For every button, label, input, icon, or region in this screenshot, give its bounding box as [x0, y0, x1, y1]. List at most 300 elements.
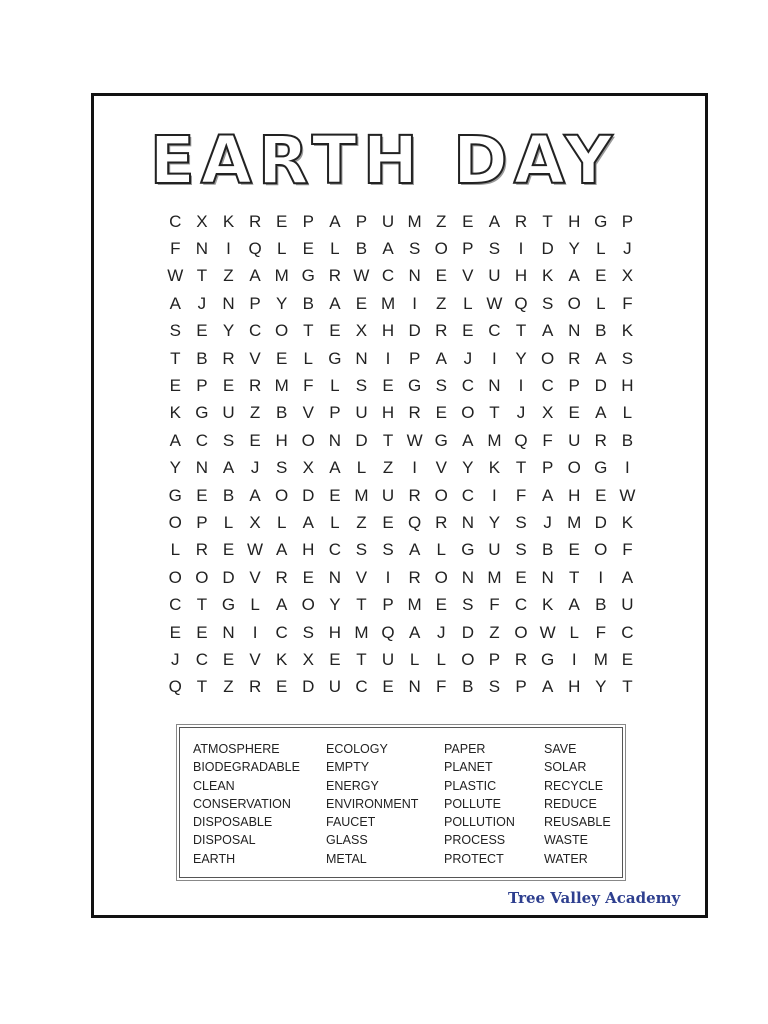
- grid-letter: N: [408, 266, 421, 286]
- grid-letter: U: [222, 403, 235, 423]
- grid-letter: P: [515, 677, 527, 697]
- grid-letter: N: [328, 567, 341, 587]
- grid-letter: W: [539, 622, 556, 642]
- word-item: PROCESS: [444, 833, 506, 848]
- grid-letter: B: [276, 403, 288, 423]
- grid-letter: A: [169, 430, 181, 450]
- grid-letter: T: [196, 266, 208, 286]
- grid-row: [162, 509, 642, 536]
- grid-letter: V: [249, 649, 261, 669]
- grid-letter: A: [249, 485, 261, 505]
- grid-letter: X: [302, 649, 314, 669]
- grid-letter: S: [462, 595, 474, 615]
- grid-letter: V: [302, 403, 314, 423]
- grid-letter: T: [489, 403, 500, 423]
- grid-letter: N: [195, 239, 209, 259]
- grid-letter: U: [488, 266, 501, 286]
- grid-letter: P: [302, 211, 314, 231]
- grid-letter: F: [436, 677, 447, 697]
- word-column: [444, 740, 515, 868]
- grid-letter: M: [593, 649, 608, 669]
- grid-letter: K: [621, 321, 634, 341]
- word-item: ENERGY: [326, 778, 379, 793]
- grid-letter: F: [303, 376, 314, 396]
- grid-letter: T: [356, 649, 367, 669]
- grid-letter: T: [382, 430, 394, 450]
- grid-letter: X: [621, 266, 634, 286]
- grid-letter: E: [329, 321, 341, 341]
- word-bank: [179, 727, 623, 878]
- grid-letter: A: [462, 430, 474, 450]
- grid-letter: L: [250, 595, 260, 615]
- grid-letter: S: [541, 293, 554, 313]
- grid-row: [162, 619, 642, 646]
- grid-letter: I: [492, 348, 497, 368]
- grid-letter: X: [355, 321, 368, 341]
- grid-letter: I: [412, 293, 417, 313]
- grid-letter: E: [329, 485, 341, 505]
- grid-letter: M: [407, 211, 422, 231]
- grid-letter: R: [248, 376, 262, 396]
- word-item: DISPOSABLE: [193, 815, 273, 830]
- word-item: PAPER: [444, 742, 486, 756]
- grid-letter: N: [222, 622, 235, 642]
- grid-letter: H: [275, 430, 288, 450]
- grid-letter: A: [329, 293, 341, 313]
- grid-row: [162, 372, 642, 399]
- grid-letter: G: [408, 376, 422, 396]
- word-item: REUSABLE: [544, 815, 611, 830]
- grid-letter: W: [486, 293, 503, 313]
- grid-letter: D: [222, 567, 235, 587]
- grid-letter: I: [226, 239, 231, 259]
- grid-letter: S: [169, 321, 181, 341]
- grid-row: [162, 455, 642, 482]
- grid-letter: J: [171, 649, 180, 669]
- grid-letter: F: [489, 595, 500, 615]
- grid-letter: R: [275, 567, 288, 587]
- grid-letter: C: [514, 595, 528, 615]
- grid-letter: M: [354, 485, 369, 505]
- grid-letter: C: [461, 485, 474, 505]
- grid-letter: M: [274, 266, 289, 286]
- grid-letter: J: [543, 512, 552, 532]
- grid-letter: I: [385, 348, 391, 368]
- grid-letter: Y: [568, 239, 580, 259]
- grid-letter: W: [406, 430, 423, 450]
- grid-letter: P: [621, 211, 634, 231]
- grid-row: [162, 208, 642, 235]
- grid-letter: G: [434, 430, 448, 450]
- grid-letter: R: [328, 266, 341, 286]
- grid-letter: A: [435, 348, 447, 368]
- grid-letter: L: [569, 622, 579, 642]
- grid-letter: L: [330, 239, 340, 259]
- grid-letter: E: [462, 321, 474, 341]
- grid-letter: F: [622, 293, 633, 313]
- grid-letter: N: [328, 430, 341, 450]
- grid-letter: F: [622, 540, 633, 560]
- grid-letter: P: [568, 376, 580, 396]
- word-item: FAUCET: [326, 815, 376, 830]
- grid-letter: L: [463, 293, 473, 313]
- grid-letter: A: [329, 211, 341, 231]
- grid-letter: M: [380, 293, 396, 313]
- grid-letter: I: [492, 485, 497, 505]
- grid-letter: Q: [408, 512, 422, 532]
- grid-letter: S: [355, 376, 368, 396]
- word-item: PLANET: [444, 760, 493, 775]
- word-item: DISPOSAL: [193, 833, 256, 848]
- grid-letter: A: [302, 512, 314, 532]
- grid-letter: I: [518, 376, 524, 396]
- grid-letter: M: [354, 622, 369, 642]
- grid-row: [162, 591, 642, 618]
- grid-letter: O: [168, 567, 182, 587]
- grid-letter: T: [303, 321, 314, 341]
- grid-letter: K: [621, 512, 634, 532]
- grid-letter: M: [487, 430, 502, 450]
- grid-letter: O: [168, 512, 182, 532]
- grid-letter: Q: [514, 293, 528, 313]
- grid-letter: E: [382, 512, 394, 532]
- grid-letter: C: [488, 321, 501, 341]
- grid-letter: U: [568, 430, 581, 450]
- grid-letter: Y: [515, 348, 527, 368]
- grid-letter: A: [249, 266, 261, 286]
- grid-letter: A: [408, 540, 421, 560]
- grid-letter: M: [567, 512, 582, 532]
- word-item: SOLAR: [544, 760, 587, 775]
- grid-letter: I: [625, 458, 630, 478]
- grid-letter: L: [330, 512, 340, 532]
- grid-letter: L: [356, 458, 367, 478]
- grid-letter: I: [518, 239, 524, 259]
- grid-letter: O: [514, 622, 528, 642]
- grid-letter: R: [568, 348, 581, 368]
- word-item: REDUCE: [544, 796, 597, 811]
- word-item: PROTECT: [444, 851, 504, 866]
- grid-letter: E: [595, 485, 607, 505]
- grid-letter: X: [249, 512, 261, 532]
- word-column: [326, 740, 418, 868]
- grid-letter: S: [382, 540, 394, 560]
- grid-letter: F: [170, 239, 181, 259]
- grid-letter: Y: [595, 677, 607, 697]
- word-item: GLASS: [326, 833, 368, 848]
- grid-letter: Y: [462, 458, 474, 478]
- grid-letter: S: [621, 348, 634, 368]
- grid-letter: L: [276, 239, 287, 259]
- grid-letter: N: [488, 376, 501, 396]
- grid-row: [162, 674, 642, 701]
- word-item: METAL: [326, 851, 367, 866]
- grid-letter: D: [594, 512, 607, 532]
- grid-letter: J: [250, 458, 260, 478]
- grid-letter: J: [623, 239, 632, 259]
- grid-letter: T: [542, 211, 553, 231]
- grid-letter: C: [461, 376, 474, 396]
- grid-letter: J: [463, 348, 473, 368]
- word-item: WATER: [544, 851, 588, 866]
- grid-letter: T: [515, 321, 527, 341]
- grid-letter: D: [461, 622, 474, 642]
- grid-letter: T: [196, 595, 208, 615]
- grid-letter: B: [621, 430, 634, 450]
- grid-letter: T: [569, 567, 580, 587]
- grid-letter: C: [275, 622, 288, 642]
- grid-letter: E: [302, 239, 314, 259]
- grid-letter: E: [276, 677, 288, 697]
- letter-grid: [162, 208, 642, 701]
- grid-letter: E: [222, 540, 235, 560]
- grid-letter: P: [196, 512, 208, 532]
- grid-letter: N: [461, 512, 474, 532]
- grid-letter: C: [381, 266, 395, 286]
- grid-letter: N: [461, 567, 474, 587]
- grid-letter: Y: [329, 595, 341, 615]
- grid-letter: A: [329, 458, 341, 478]
- grid-row: [162, 400, 642, 427]
- grid-letter: A: [408, 622, 421, 642]
- grid-letter: E: [568, 540, 580, 560]
- grid-letter: D: [302, 485, 315, 505]
- grid-letter: T: [515, 458, 527, 478]
- grid-letter: O: [594, 540, 608, 560]
- grid-letter: Q: [248, 239, 262, 259]
- grid-letter: R: [594, 430, 607, 450]
- grid-letter: V: [249, 348, 261, 368]
- grid-letter: K: [541, 266, 554, 286]
- grid-letter: H: [568, 485, 581, 505]
- grid-letter: A: [568, 595, 580, 615]
- grid-letter: C: [621, 622, 634, 642]
- grid-letter: S: [488, 677, 501, 697]
- grid-letter: O: [301, 430, 315, 450]
- word-item: PLASTIC: [444, 778, 497, 793]
- grid-letter: E: [169, 376, 181, 396]
- grid-letter: L: [170, 540, 181, 560]
- grid-letter: G: [168, 485, 182, 505]
- grid-letter: P: [462, 239, 474, 259]
- grid-letter: P: [541, 458, 554, 478]
- word-item: CONSERVATION: [193, 796, 291, 811]
- grid-row: [162, 235, 642, 262]
- grid-letter: D: [355, 430, 368, 450]
- grid-letter: J: [197, 293, 207, 313]
- grid-letter: E: [595, 266, 607, 286]
- grid-letter: D: [594, 376, 607, 396]
- grid-letter: N: [541, 567, 554, 587]
- grid-letter: P: [408, 348, 421, 368]
- grid-letter: E: [382, 376, 394, 396]
- grid-letter: Y: [222, 321, 235, 341]
- word-item: WASTE: [544, 833, 588, 848]
- grid-letter: U: [488, 540, 501, 560]
- footer-credit: Tree Valley Academy: [508, 889, 681, 907]
- grid-letter: E: [196, 622, 208, 642]
- grid-letter: T: [622, 677, 633, 697]
- grid-letter: B: [595, 595, 607, 615]
- grid-letter: D: [408, 321, 421, 341]
- grid-letter: A: [541, 677, 554, 697]
- word-item: BIODEGRADABLE: [193, 760, 300, 775]
- grid-letter: U: [621, 595, 634, 615]
- grid-letter: H: [514, 266, 528, 286]
- grid-row: [162, 290, 642, 317]
- grid-letter: J: [436, 622, 446, 642]
- grid-letter: E: [222, 376, 235, 396]
- grid-letter: Z: [223, 677, 234, 697]
- grid-letter: Z: [436, 293, 447, 313]
- grid-letter: L: [436, 649, 446, 669]
- grid-letter: P: [196, 376, 208, 396]
- grid-letter: A: [169, 293, 181, 313]
- grid-letter: X: [302, 458, 314, 478]
- grid-letter: H: [568, 211, 581, 231]
- grid-letter: J: [516, 403, 526, 423]
- grid-letter: A: [595, 348, 607, 368]
- grid-letter: H: [381, 403, 395, 423]
- grid-letter: K: [276, 649, 288, 669]
- grid-letter: G: [328, 348, 342, 368]
- grid-letter: L: [596, 239, 606, 259]
- grid-letter: L: [596, 293, 606, 313]
- grid-letter: I: [252, 622, 258, 642]
- word-item: CLEAN: [193, 778, 235, 793]
- grid-letter: E: [196, 485, 208, 505]
- grid-row: [162, 564, 642, 591]
- grid-letter: V: [435, 458, 447, 478]
- grid-letter: L: [303, 348, 313, 368]
- grid-letter: R: [248, 211, 262, 231]
- grid-letter: G: [594, 211, 608, 231]
- grid-row: [162, 263, 642, 290]
- grid-letter: O: [275, 321, 289, 341]
- grid-letter: S: [435, 376, 447, 396]
- grid-letter: Q: [381, 622, 395, 642]
- grid-letter: E: [196, 321, 208, 341]
- grid-letter: M: [274, 376, 289, 396]
- grid-letter: R: [408, 403, 421, 423]
- grid-letter: V: [249, 567, 261, 587]
- grid-letter: T: [356, 595, 367, 615]
- grid-letter: R: [248, 677, 262, 697]
- grid-letter: K: [169, 403, 181, 423]
- grid-letter: O: [434, 239, 448, 259]
- word-column: [544, 740, 611, 868]
- grid-letter: E: [302, 567, 314, 587]
- grid-letter: O: [301, 595, 315, 615]
- grid-letter: L: [436, 540, 446, 560]
- grid-letter: L: [409, 649, 420, 669]
- grid-letter: M: [407, 595, 422, 615]
- grid-letter: D: [302, 677, 315, 697]
- grid-letter: O: [567, 293, 581, 313]
- grid-letter: R: [435, 321, 448, 341]
- grid-letter: B: [222, 485, 235, 505]
- grid-letter: B: [196, 348, 208, 368]
- grid-letter: Z: [436, 211, 447, 231]
- grid-letter: U: [328, 677, 341, 697]
- word-column: [193, 740, 300, 868]
- grid-letter: A: [488, 211, 501, 231]
- grid-letter: W: [619, 485, 636, 505]
- word-item: SAVE: [544, 742, 577, 756]
- grid-letter: E: [568, 403, 580, 423]
- grid-letter: K: [488, 458, 501, 478]
- grid-row: [162, 318, 642, 345]
- grid-letter: E: [515, 567, 527, 587]
- grid-letter: O: [434, 567, 448, 587]
- grid-letter: C: [195, 649, 209, 669]
- grid-letter: O: [195, 567, 209, 587]
- grid-letter: H: [381, 321, 395, 341]
- grid-row: [162, 345, 642, 372]
- grid-letter: N: [195, 458, 209, 478]
- grid-letter: V: [355, 567, 368, 587]
- grid-letter: T: [170, 348, 181, 368]
- grid-letter: E: [169, 622, 181, 642]
- grid-letter: E: [276, 211, 288, 231]
- grid-row: [162, 537, 642, 564]
- grid-letter: G: [195, 403, 209, 423]
- grid-letter: F: [542, 430, 553, 450]
- grid-letter: Y: [488, 512, 501, 532]
- word-item: EARTH: [193, 851, 236, 866]
- grid-letter: A: [276, 540, 288, 560]
- grid-letter: K: [222, 211, 235, 231]
- grid-letter: G: [540, 649, 555, 669]
- grid-letter: N: [355, 348, 368, 368]
- word-item: ATMOSPHERE: [193, 742, 280, 756]
- grid-letter: G: [594, 458, 608, 478]
- grid-letter: E: [435, 266, 447, 286]
- grid-letter: B: [595, 321, 607, 341]
- grid-letter: O: [567, 458, 581, 478]
- grid-letter: G: [461, 540, 475, 560]
- grid-letter: P: [488, 649, 501, 669]
- grid-letter: K: [541, 595, 554, 615]
- grid-letter: C: [328, 540, 341, 560]
- grid-letter: Z: [489, 622, 500, 642]
- grid-letter: E: [435, 403, 447, 423]
- grid-letter: O: [461, 649, 475, 669]
- grid-letter: C: [248, 321, 262, 341]
- grid-letter: R: [408, 485, 421, 505]
- grid-letter: S: [276, 458, 288, 478]
- grid-letter: E: [276, 348, 288, 368]
- grid-letter: B: [355, 239, 368, 259]
- word-item: ECOLOGY: [326, 742, 388, 756]
- grid-letter: L: [276, 512, 287, 532]
- grid-letter: A: [595, 403, 607, 423]
- grid-letter: M: [487, 567, 502, 587]
- page-title: EARTH DAY: [149, 122, 619, 199]
- grid-letter: G: [301, 266, 315, 286]
- grid-letter: L: [622, 403, 633, 423]
- grid-letter: F: [595, 622, 606, 642]
- grid-letter: P: [329, 403, 341, 423]
- grid-letter: C: [169, 595, 182, 615]
- word-item: RECYCLE: [544, 778, 604, 793]
- word-item: POLLUTE: [444, 796, 501, 811]
- grid-letter: H: [328, 622, 341, 642]
- grid-letter: N: [408, 677, 421, 697]
- grid-letter: U: [355, 403, 368, 423]
- grid-letter: R: [408, 567, 421, 587]
- grid-letter: L: [330, 376, 340, 396]
